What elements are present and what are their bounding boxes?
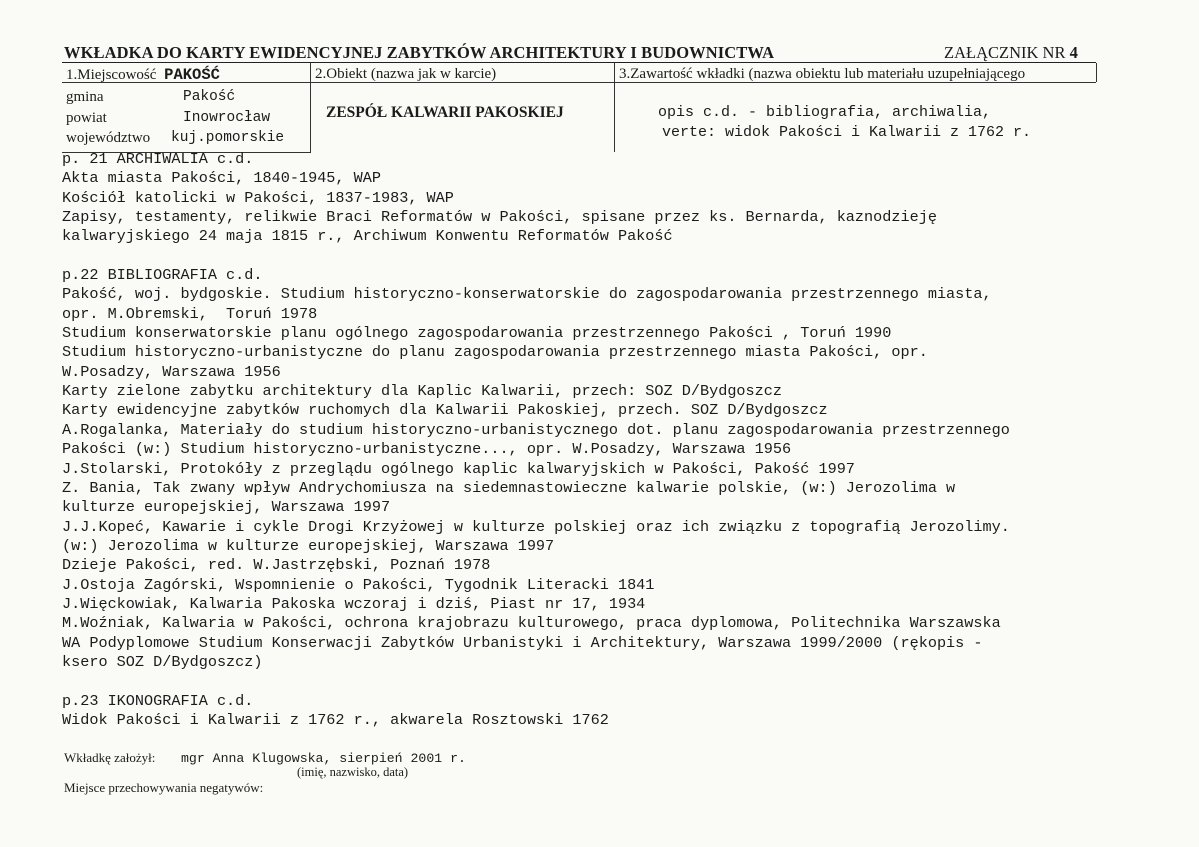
author-label: Wkładkę założył: — [64, 750, 156, 765]
body-line: Studium historyczno-urbanistyczne do planu zagospodarowania przestrzennego miasta Pakości, opr. — [62, 343, 928, 362]
body-line: p. 21 ARCHIWALIA c.d. — [62, 150, 254, 168]
body-line: kulturze europejskiej, Warszawa 1997 — [62, 498, 391, 517]
body-line: opr. M.Obremski, Toruń 1978 — [62, 304, 318, 323]
document-body — [62, 150, 1152, 730]
annex-label — [944, 43, 1078, 63]
body-line: ksero SOZ D/Bydgoszcz) — [62, 652, 263, 671]
annex-number: 4 — [1069, 43, 1078, 62]
body-line: Studium konserwatorskie planu ogólnego zagospodarowania przestrzennego Pakości , Toruń 1990 — [62, 324, 892, 343]
body-line: Karty ewidencyjne zabytków ruchomych dla Kalwarii Pakoskiej, przech. SOZ D/Bydgoszcz — [62, 401, 828, 420]
wojewodztwo-label: województwo — [66, 130, 151, 146]
gmina-value: Pakość — [183, 89, 236, 105]
gmina-label: gmina — [66, 89, 104, 105]
body-line: Pakość, woj. bydgoskie. Studium historyczno-konserwatorskie do zagospodarowania przestrzennego miasta, — [62, 285, 992, 304]
body-line: Karty zielone zabytku architektury dla Kaplic Kalwarii, przech: SOZ D/Bydgoszcz — [62, 382, 783, 401]
wojewodztwo-value: kuj.pomorskie — [171, 130, 285, 146]
contents-line-2: verte: widok Pakości i Kalwarii z 1762 r. — [662, 124, 1032, 141]
location-value: PAKOŚĆ — [164, 66, 220, 84]
body-line: p.23 IKONOGRAFIA c.d. — [62, 691, 254, 710]
body-line: p.22 BIBLIOGRAFIA c.d. — [62, 266, 263, 285]
body-line: J.Więckowiak, Kalwaria Pakoska wczoraj i dziś, Piast nr 17, 1934 — [62, 594, 646, 613]
body-line: Zapisy, testamenty, relikwie Braci Reformatów w Pakości, spisane przez ks. Bernarda, kaznodzieję — [62, 208, 937, 227]
body-line: A.Rogalanka, Materiały do studium historyczno-urbanistycznego dot. planu zagospodarowania przestrzennego — [62, 420, 1010, 439]
contents-line-1: opis c.d. - bibliografia, archiwalia, — [658, 104, 992, 121]
contents-label: 3.Zawartość wkładki (nazwa obiektu lub materiału uzupełniającego — [619, 66, 1026, 82]
column-divider-end — [1096, 63, 1097, 82]
author-hint: (imię, nazwisko, data) — [297, 765, 409, 779]
body-line: Pakości (w:) Studium historyczno-urbanistyczne..., opr. W.Posadzy, Warszawa 1956 — [62, 440, 792, 459]
body-line: W.Posadzy, Warszawa 1956 — [62, 362, 281, 381]
negatives-label: Miejsce przechowywania negatywów: — [64, 780, 264, 795]
body-line: J.J.Kopeć, Kawarie i cykle Drogi Krzyżowej w kulturze polskiej oraz ich związku z topografią Jerozolimy. — [62, 517, 1010, 536]
powiat-label: powiat — [66, 110, 107, 126]
author-value: mgr Anna Klugowska, sierpień 2001 r. — [181, 751, 466, 766]
body-line: Z. Bania, Tak zwany wpływ Andrychomiusza na siedemnastowieczne kalwarie polskie, (w:) Jerozolima w — [62, 478, 956, 497]
body-line: M.Woźniak, Kalwaria w Pakości, ochrona krajobrazu kulturowego, praca dyplomowa, Politechnika Warszawska — [62, 614, 1001, 633]
document-title: WKŁADKA DO KARTY EWIDENCYJNEJ ZABYTKÓW ARCHITEKTURY I BUDOWNICTWA — [64, 43, 775, 62]
object-label: 2.Obiekt (nazwa jak w karcie) — [315, 66, 497, 82]
location-cell — [66, 66, 220, 84]
body-line: J.Ostoja Zagórski, Wspomnienie o Pakości, Tygodnik Literacki 1841 — [62, 575, 655, 594]
body-line: J.Stolarski, Protokóły z przeglądu ogólnego kaplic kalwaryjskich w Pakości, Pakość 1997 — [62, 459, 855, 478]
body-line: kalwaryjskiego 24 maja 1815 r., Archiwum Konwentu Reformatów Pakość — [62, 227, 673, 246]
body-line: Kościół katolicki w Pakości, 1837-1983, WAP — [62, 188, 454, 207]
column-divider-1 — [310, 63, 311, 152]
body-line: Akta miasta Pakości, 1840-1945, WAP — [62, 169, 381, 188]
powiat-value: Inowrocław — [183, 110, 271, 126]
blank-line — [62, 247, 1152, 266]
blank-line — [62, 672, 1152, 691]
body-line: Widok Pakości i Kalwarii z 1762 r., akwarela Rosztowski 1762 — [62, 710, 609, 729]
body-line: (w:) Jerozolima w kulturze europejskiej, Warszawa 1997 — [62, 536, 555, 555]
body-line: Dzieje Pakości, red. W.Jastrzębski, Poznań 1978 — [62, 556, 491, 575]
annex-text: ZAŁĄCZNIK NR — [944, 43, 1066, 62]
object-name: ZESPÓŁ KALWARII PAKOSKIEJ — [326, 104, 564, 121]
location-label: 1.Miejscowość — [66, 67, 157, 83]
column-divider-2 — [614, 63, 615, 152]
body-line: WA Podyplomowe Studium Konserwacji Zabytków Urbanistyki i Architektury, Warszawa 1999/2000 (rękopis - — [62, 633, 983, 652]
header-rule — [62, 62, 1096, 63]
